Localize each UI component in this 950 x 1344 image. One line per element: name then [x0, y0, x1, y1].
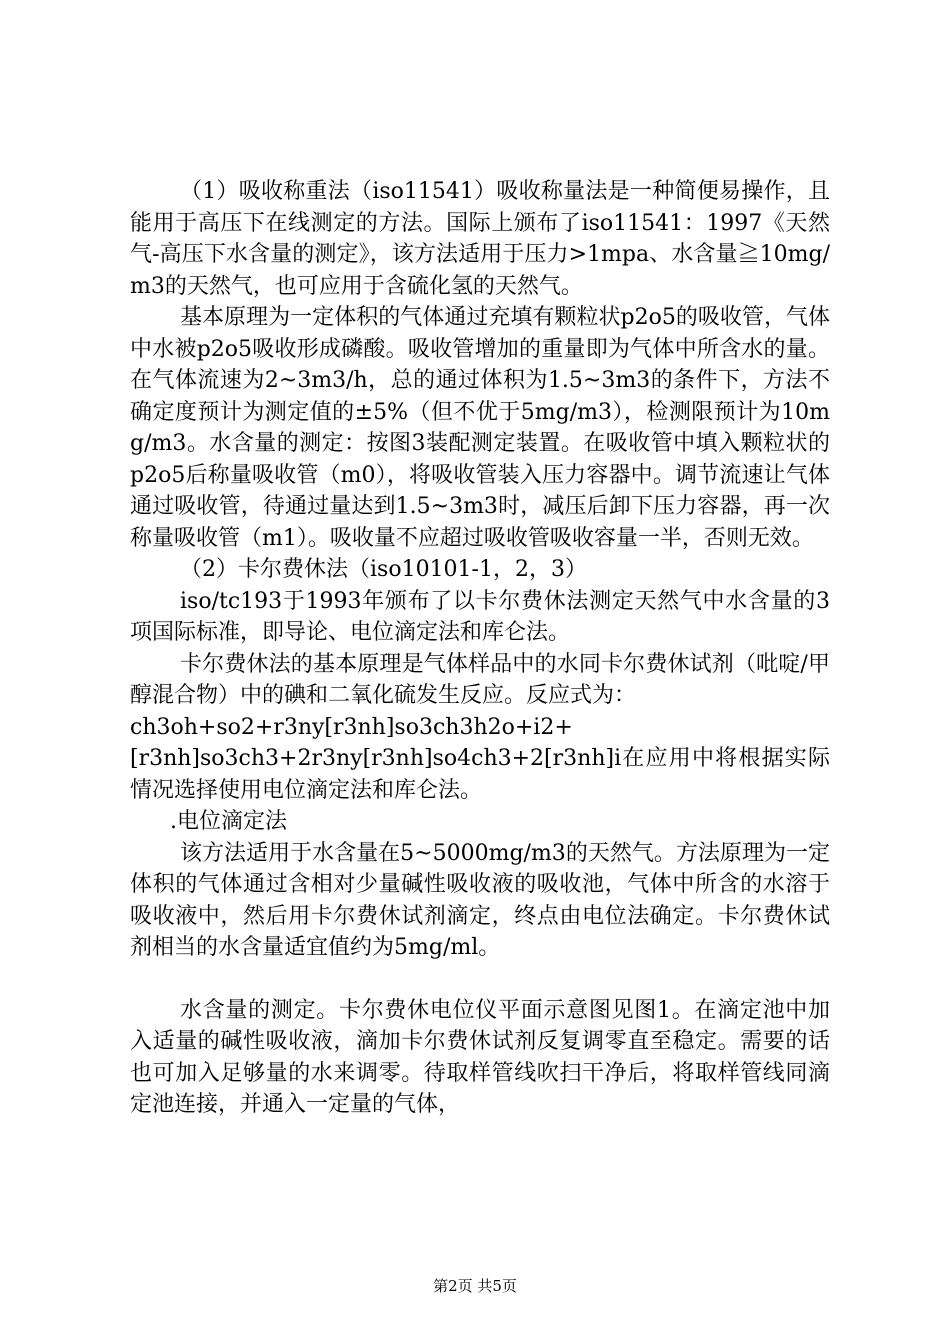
reaction-equation-line-2: [r3nh]so3ch3+2r3ny[r3nh]so4ch3+2[r3nh]i在应用中将根据实际情况选择使用电位滴定法和库仑法。	[130, 746, 830, 803]
reaction-equation-line-1: ch3oh+so2+r3ny[r3nh]so3ch3h2o+i2+	[130, 714, 573, 740]
document-body	[130, 176, 830, 1121]
paragraph-potentiometric-method: 该方法适用于水含量在5~5000mg/m3的天然气。方法原理为一定体积的气体通过含相对少量碱性吸收液的吸收池，气体中所含的水溶于吸收液中，然后用卡尔费休试剂滴定，终点由电位法确定。卡尔费休试剂相当的水含量适宜值约为5mg/ml。	[130, 840, 830, 960]
paragraph-water-content-measurement: 水含量的测定。卡尔费休电位仪平面示意图见图1。在滴定池中加入适量的碱性吸收液，滴加卡尔费休试剂反复调零直至稳定。需要的话也可加入足够量的水来调零。待取样管线吹扫干净后，将取样管线同滴定池连接，并通入一定量的气体，	[130, 997, 830, 1117]
paragraph-absorption-method: （1）吸收称重法（iso11541）吸收称量法是一种简便易操作，且能用于高压下在线测定的方法。国际上颁布了iso11541：1997《天然气-高压下水含量的测定》，该方法适用于压力>1mpa、水含量≧10mg/m3的天然气，也可应用于含硫化氢的天然气。	[130, 179, 830, 299]
page-footer: 第2页 共5页	[433, 1277, 517, 1295]
paragraph-basic-principle: 基本原理为一定体积的气体通过充填有颗粒状p2o5的吸收管，气体中水被p2o5吸收形成磷酸。吸收管增加的重量即为气体中所含水的量。在气体流速为2~3m3/h，总的通过体积为1.5~3m3的条件下，方法不确定度预计为测定值的±5%（但不优于5mg/m3），检测限预计为10mg/m3。水含量的测定：按图3装配测定装置。在吸收管中填入颗粒状的p2o5后称量吸收管（m0），将吸收管装入压力容器中。调节流速让气体通过吸收管，待通过量达到1.5~3m3时，减压后卸下压力容器，再一次称量吸收管（m1）。吸收量不应超过吸收管吸收容量一半，否则无效。	[130, 305, 830, 551]
section-heading-potentiometric: .电位滴定法	[170, 809, 287, 834]
paragraph-karl-fischer-principle: 卡尔费休法的基本原理是气体样品中的水同卡尔费休试剂（吡啶/甲醇混合物）中的碘和二氧化硫发生反应。反应式为：	[130, 651, 830, 708]
section-heading-karl-fischer: （2）卡尔费休法（iso10101-1，2，3）	[180, 557, 587, 582]
paragraph-iso-standards: iso/tc193于1993年颁布了以卡尔费休法测定天然气中水含量的3项国际标准，即导论、电位滴定法和库仑法。	[130, 588, 830, 645]
blank-line	[130, 964, 830, 995]
